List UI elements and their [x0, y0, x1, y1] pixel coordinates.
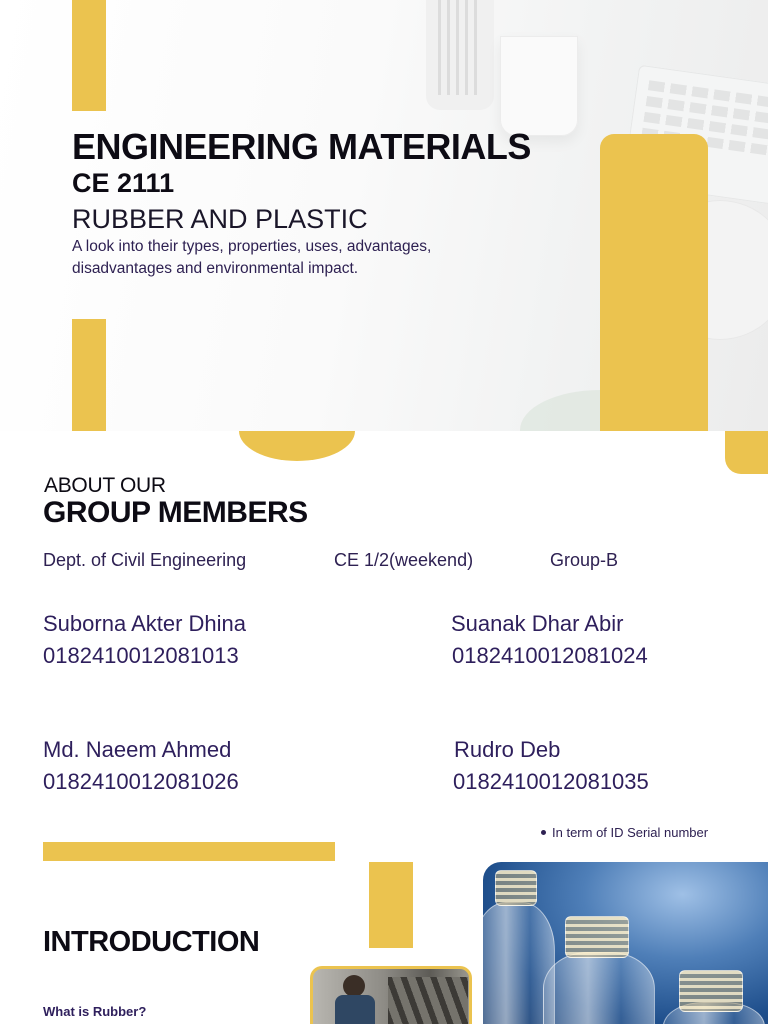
member-name: Rudro Deb — [454, 737, 561, 762]
introduction-heading: INTRODUCTION — [43, 926, 260, 958]
batch-label: CE 1/2(weekend) — [334, 550, 474, 570]
yellow-bar-top — [72, 0, 106, 111]
yellow-pillar — [600, 134, 708, 431]
about-heading: ABOUT OUR — [44, 474, 166, 497]
mug-photo-detail — [500, 36, 578, 136]
member-name: Suborna Akter Dhina — [43, 611, 247, 636]
topic-description: A look into their types, properties, uses, advantages, disadvantages and environmental impact. — [72, 238, 432, 277]
pencils-photo-detail — [438, 0, 482, 95]
plastic-bottles-photo — [483, 862, 768, 1024]
member-id: 0182410012081024 — [452, 643, 648, 668]
title-slide — [0, 0, 768, 431]
department-label: Dept. of Civil Engineering — [43, 550, 247, 570]
course-code: CE 2111 — [72, 168, 175, 198]
member-id: 0182410012081035 — [453, 769, 649, 794]
yellow-divider-bar — [43, 842, 335, 861]
member-name: Md. Naeem Ahmed — [43, 737, 232, 762]
topic-subtitle: RUBBER AND PLASTIC — [72, 204, 368, 234]
yellow-corner-block — [725, 431, 768, 474]
rubber-factory-photo — [310, 966, 472, 1024]
group-label: Group-B — [550, 550, 619, 570]
member-name: Suanak Dhar Abir — [451, 611, 624, 636]
bullet-icon — [541, 830, 546, 835]
yellow-bar-bottom — [72, 319, 106, 431]
yellow-block — [369, 862, 413, 948]
member-id: 0182410012081026 — [43, 769, 239, 794]
group-members-heading: GROUP MEMBERS — [43, 496, 308, 529]
presentation-title: ENGINEERING MATERIALS — [72, 126, 531, 167]
member-id: 0182410012081013 — [43, 643, 239, 668]
serial-note: In term of ID Serial number — [541, 825, 708, 840]
rubber-question: What is Rubber? — [43, 1004, 147, 1019]
yellow-half-circle — [239, 431, 355, 461]
